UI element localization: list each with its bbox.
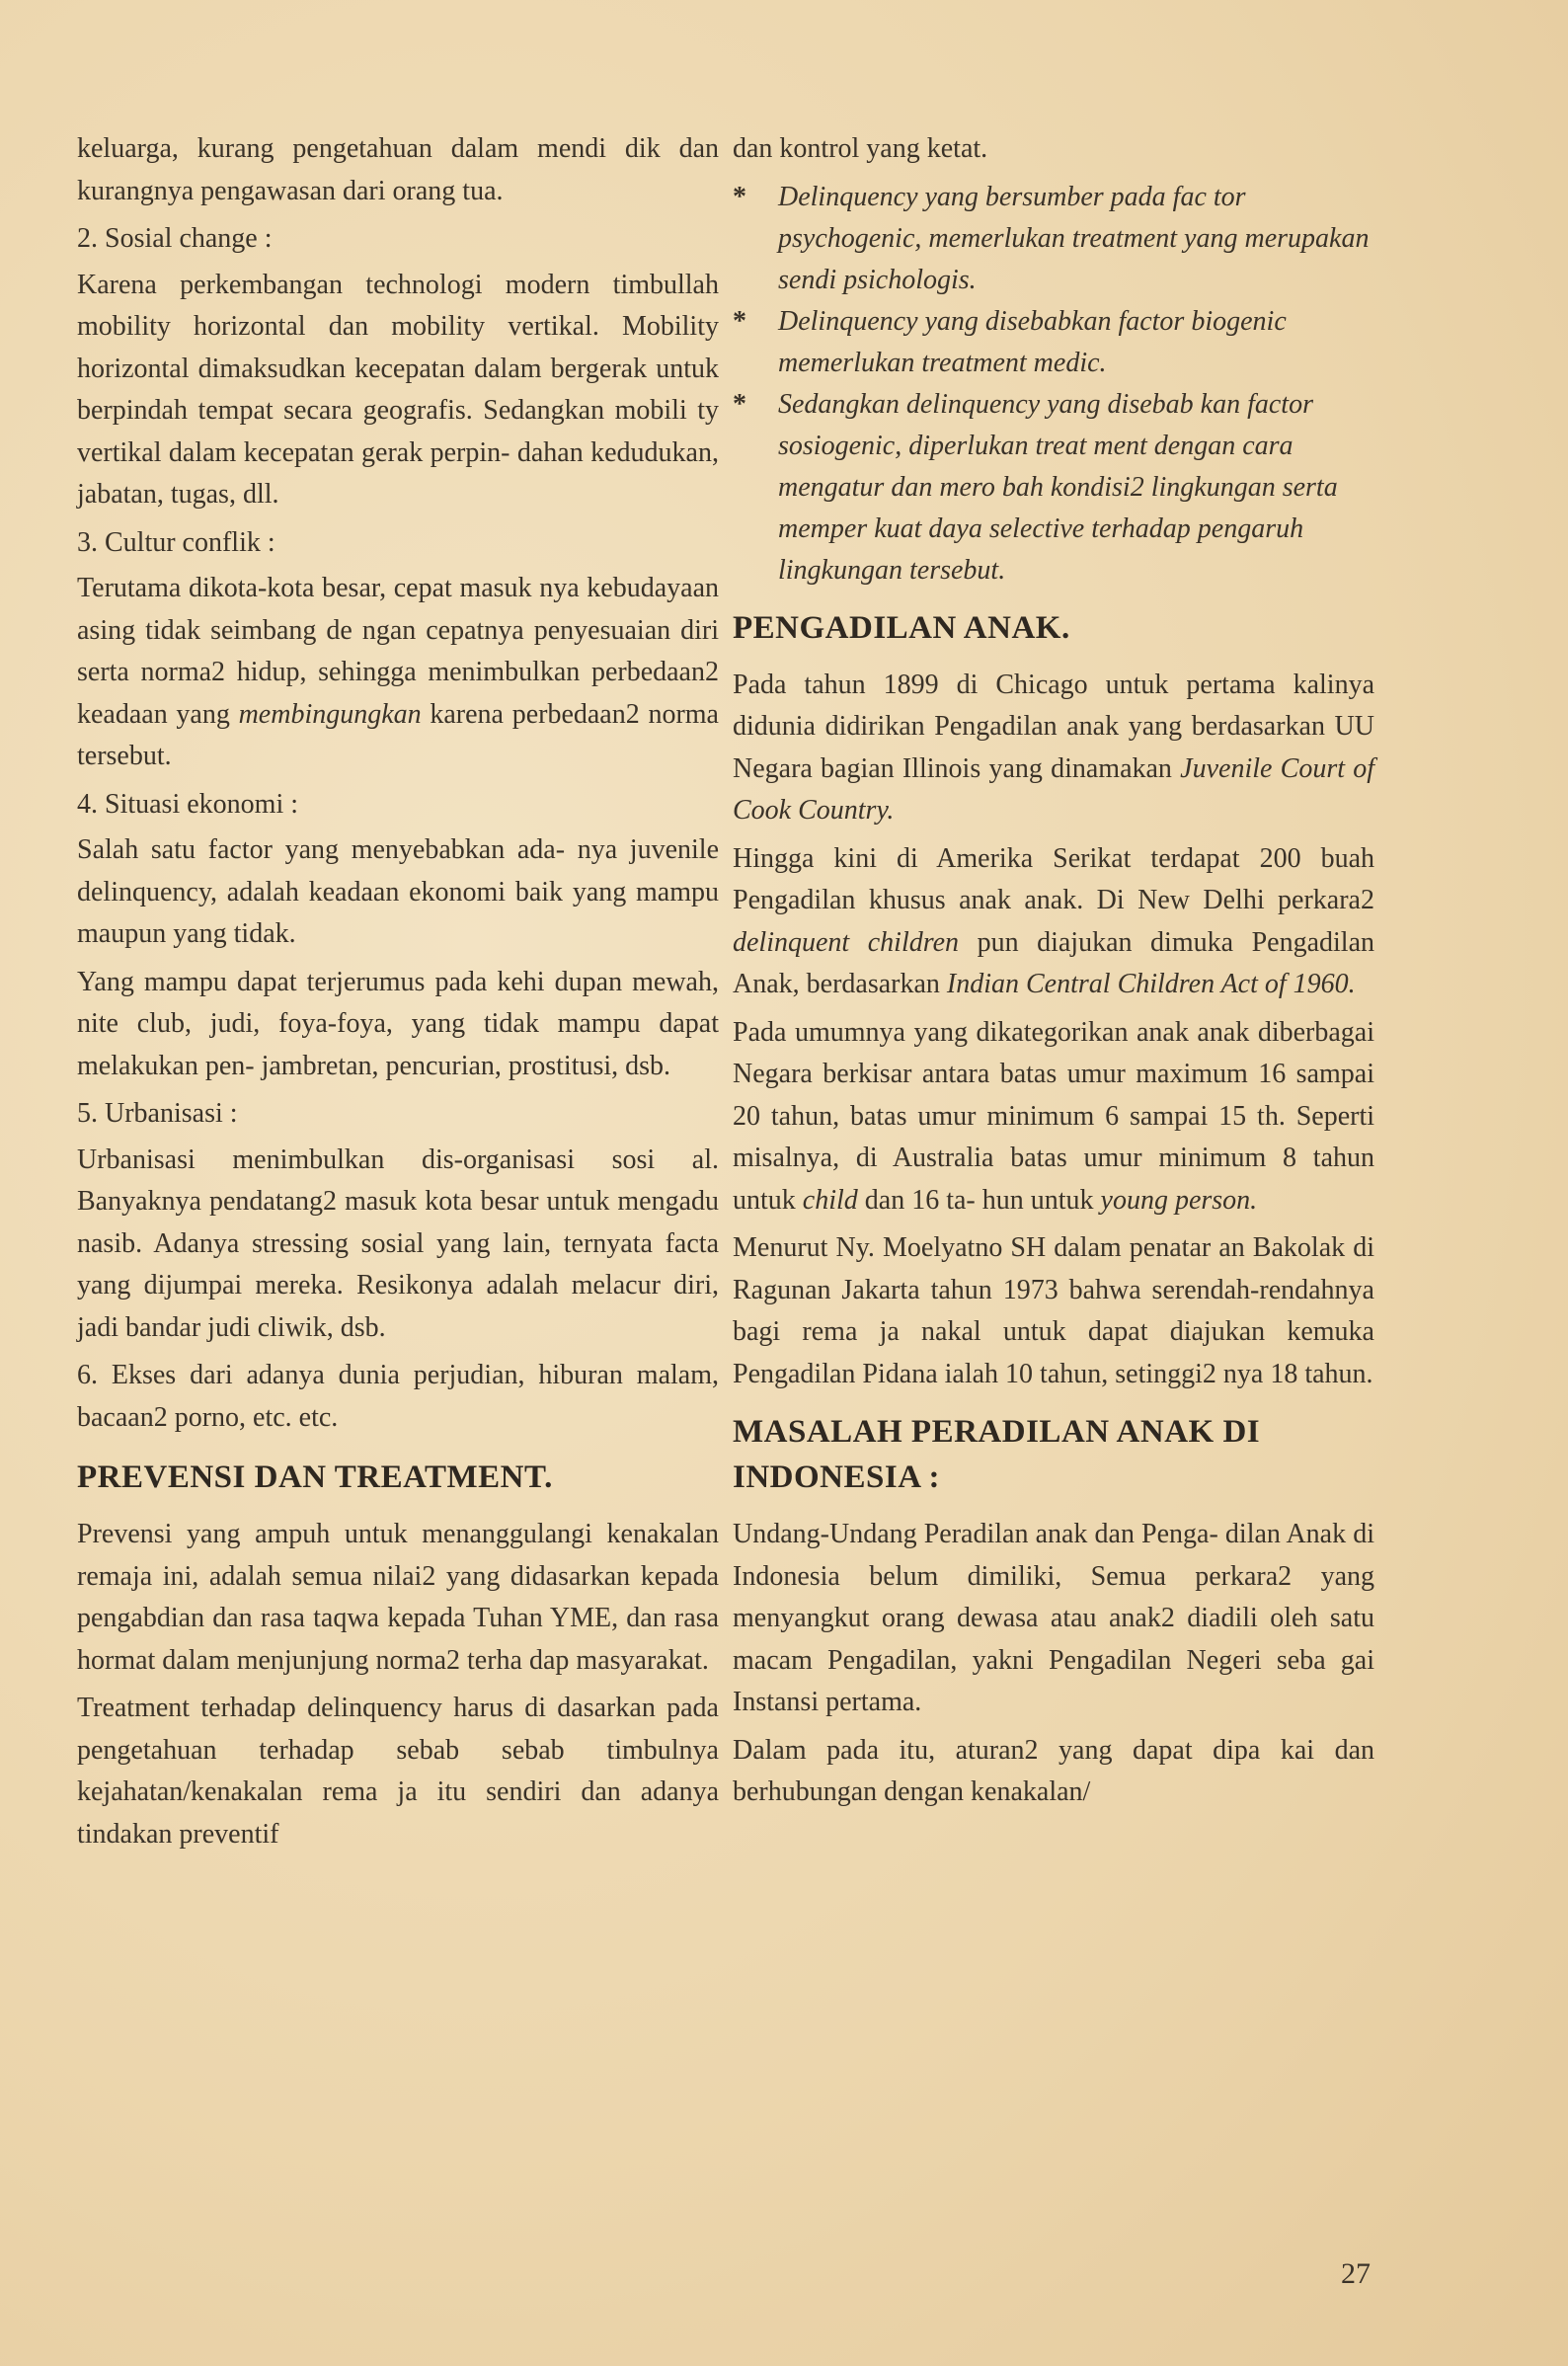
continuation-text: dan kontrol yang ketat. xyxy=(733,133,988,164)
paragraph-undang-undang: Undang-Undang Peradilan anak dan Penga- dilan Anak di Indonesia belum dimiliki, Semua perkara2 yang menyangkut orang dewasa atau anak2 diadili oleh satu macam Pengadilan, yakni Pengadilan Negeri seba gai Instansi pertama. xyxy=(733,1519,1374,1717)
item-4-text-2: Yang mampu dapat terjerumus pada kehi dupan mewah, nite club, judi, foya-foya, yang tidak mampu dapat melakukan pen- jambretan, pencurian, prostitusi, dsb. xyxy=(77,966,719,1081)
item-4-text-1: Salah satu factor yang menyebabkan ada- nya juvenile delinquency, adalah keadaan ekonomi baik yang mampu maupun yang tidak. xyxy=(77,834,719,949)
paragraph-text: Hingga kini di Amerika Serikat terdapat 200 buah Pengadilan khusus anak anak. Di New Delhi perkara2 xyxy=(733,842,1374,915)
list-item xyxy=(733,301,1374,384)
list-item xyxy=(733,177,1374,301)
bullet-text: Sedangkan delinquency yang disebab kan factor sosiogenic, diperlukan treat ment dengan cara mengatur dan mero bah kondisi2 lingkungan serta memper kuat daya selective terhadap pengaruh lingkungan tersebut. xyxy=(778,388,1338,586)
page-number: 27 xyxy=(1341,2257,1371,2290)
prevensi-heading: PREVENSI DAN TREATMENT. xyxy=(77,1459,553,1495)
item-5-text: Urbanisasi menimbulkan dis-organisasi sosi al. Banyaknya pendatang2 masuk kota besar untuk mengadu nasib. Adanya stressing sosial yang lain, ternyata facta yang dijumpai mereka. Resikonya adalah melacur diri, jadi bandar judi cliwik, dsb. xyxy=(77,1144,719,1343)
bullet-asterisk-icon: * xyxy=(733,388,746,420)
item-4-label: 4. Situasi ekonomi : xyxy=(77,788,298,820)
item-3-label: 3. Cultur conflik : xyxy=(77,526,275,558)
paragraph-chicago xyxy=(733,665,1374,832)
pengadilan-anak-heading: PENGADILAN ANAK. xyxy=(733,609,1070,646)
item-3-text-b: karena perbedaan2 norma tersebut. xyxy=(77,698,719,771)
treatment-paragraph: Treatment terhadap delinquency harus di dasarkan pada pengetahuan terhadap sebab sebab timbulnya kejahatan/kenakalan rema ja itu sendiri dan adanya tindakan preventif xyxy=(77,1693,719,1850)
paragraph-text: Pada umumnya yang dikategorikan anak anak diberbagai Negara berkisar antara batas umur maximum 16 sampai 20 tahun, batas umur minimum 6 sampai 15 th. Seperti misalnya, di Australia batas umur minimum 8 tahun untuk xyxy=(733,1016,1374,1216)
paragraph-text: dan 16 ta- hun untuk xyxy=(864,1184,1094,1216)
list-item xyxy=(733,384,1374,592)
prevensi-paragraph: Prevensi yang ampuh untuk menanggulangi kenakalan remaja ini, adalah semua nilai2 yang didasarkan kepada pengabdian dan rasa taqwa kepada Tuhan YME, dan rasa hormat dalam menjunjung norma2 terha dap masyarakat. xyxy=(77,1519,719,1676)
treatment-bullet-list xyxy=(733,177,1374,592)
italic-term: young person. xyxy=(1100,1184,1258,1216)
paragraph-umur xyxy=(733,1012,1374,1222)
italic-term: child xyxy=(802,1184,858,1216)
item-2-label: 2. Sosial change : xyxy=(77,223,273,254)
item-3-italic: membingungkan xyxy=(238,698,422,730)
paragraph-text: Pada tahun 1899 di Chicago untuk pertama kalinya didunia didirikan Pengadilan anak yang berdasarkan UU Negara bagian Illinois yang dinamakan xyxy=(733,669,1374,784)
item-5-label: 5. Urbanisasi : xyxy=(77,1098,238,1129)
left-column xyxy=(77,128,719,1861)
italic-act-name: Indian Central Children Act of 1960. xyxy=(946,969,1356,999)
bullet-asterisk-icon: * xyxy=(733,181,746,212)
right-column xyxy=(733,128,1374,1820)
bullet-text: Delinquency yang bersumber pada fac tor psychogenic, memerlukan treatment yang merupakan sendi psichologis. xyxy=(778,181,1370,295)
italic-term: delinquent children xyxy=(733,926,960,958)
paragraph-aturan: Dalam pada itu, aturan2 yang dapat dipa kai dan berhubungan dengan kenakalan/ xyxy=(733,1734,1374,1807)
italic-court-name: Juvenile Court of Cook Country. xyxy=(733,752,1374,826)
paragraph-amerika xyxy=(733,838,1374,1006)
paragraph-text: pun diajukan dimuka Pengadilan Anak, berdasarkan xyxy=(733,926,1374,999)
item-3-text xyxy=(77,568,719,778)
intro-paragraph: keluarga, kurang pengetahuan dalam mendi dik dan kurangnya pengawasan dari orang tua. xyxy=(77,133,719,206)
item-3-text-a: Terutama dikota-kota besar, cepat masuk nya kebudayaan asing tidak seimbang de ngan cepatnya penyesuaian diri serta norma2 hidup, sehingga menimbulkan perbedaan2 keadaan yang xyxy=(77,573,719,730)
item-2-text: Karena perkembangan technologi modern timbullah mobility horizontal dan mobility vertikal. Mobility horizontal dimaksudkan kecepatan dalam bergerak untuk berpindah tempat secara geografis. Sedangkan mobili ty vertikal dalam kecepatan gerak perpin- dahan kedudukan, jabatan, tugas, dll. xyxy=(77,269,719,510)
bullet-asterisk-icon: * xyxy=(733,305,746,337)
paragraph-moelyatno: Menurut Ny. Moelyatno SH dalam penatar an Bakolak di Ragunan Jakarta tahun 1973 bahwa serendah-rendahnya bagi rema ja nakal untuk dapat diajukan kemuka Pengadilan Pidana ialah 10 tahun, setinggi2 nya 18 tahun. xyxy=(733,1232,1374,1389)
bullet-text: Delinquency yang disebabkan factor biogenic memerlukan treatment medic. xyxy=(778,305,1287,378)
item-6-text: 6. Ekses dari adanya dunia perjudian, hiburan malam, bacaan2 porno, etc. etc. xyxy=(77,1360,719,1433)
masalah-peradilan-heading: MASALAH PERADILAN ANAK DI INDONESIA : xyxy=(733,1414,1261,1495)
